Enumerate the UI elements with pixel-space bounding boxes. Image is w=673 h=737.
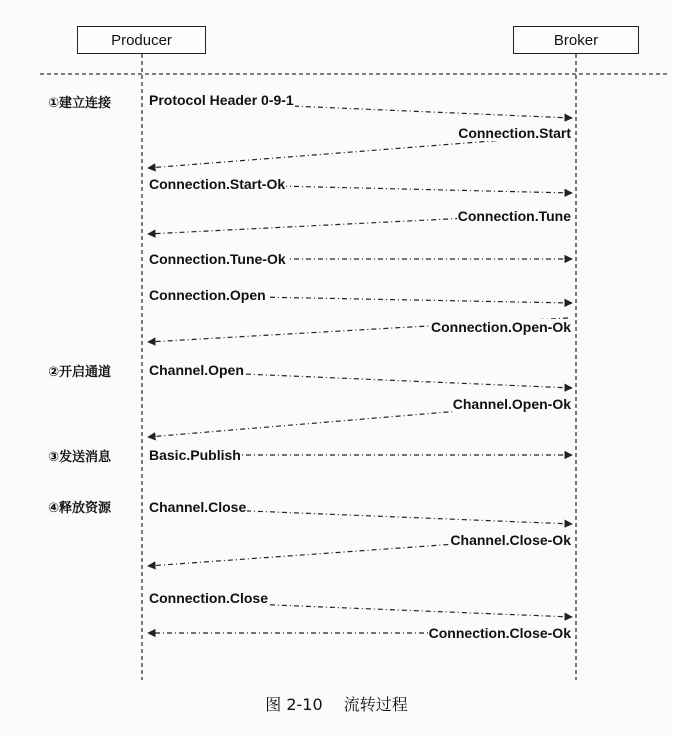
message-label: Connection.Tune	[457, 208, 571, 224]
message-label: Connection.Tune-Ok	[149, 251, 286, 267]
message-label: Channel.Open	[149, 362, 244, 378]
message-label: Connection.Open-Ok	[431, 319, 571, 335]
message-label: Connection.Open	[149, 287, 266, 303]
message-label: Connection.Start-Ok	[149, 176, 286, 192]
broker-participant: Broker	[513, 26, 639, 54]
figure-number: 图 2-10	[265, 695, 323, 714]
message-label: Protocol Header 0-9-1	[149, 92, 294, 108]
stage-label-release: ④释放资源	[48, 501, 112, 516]
figure-caption	[0, 692, 673, 715]
message-label: Connection.Close	[149, 590, 269, 606]
message-label: Basic.Publish	[149, 447, 241, 463]
stage-label-open-channel: ②开启通道	[48, 365, 112, 380]
message-label: Channel.Close-Ok	[450, 532, 571, 548]
message-label: Channel.Open-Ok	[452, 396, 571, 412]
stage-label-connect: ①建立连接	[48, 96, 112, 111]
message-label: Channel.Close	[149, 499, 247, 515]
message-label: Connection.Close-Ok	[428, 625, 571, 641]
message-label: Connection.Start	[458, 125, 571, 141]
figure-title: 流转过程	[343, 695, 408, 714]
stage-label-publish: ③发送消息	[48, 450, 112, 465]
producer-participant: Producer	[77, 26, 206, 54]
